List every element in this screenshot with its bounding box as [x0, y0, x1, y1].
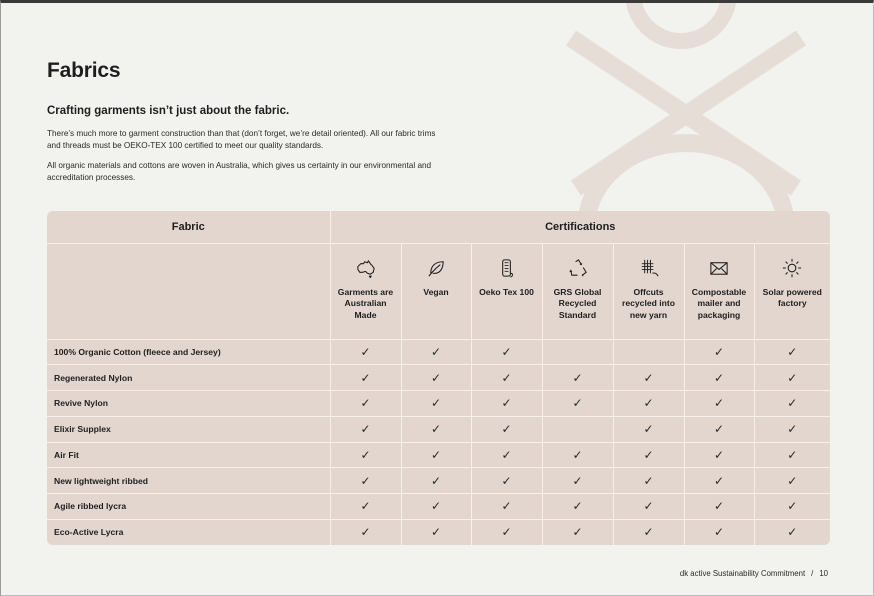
- checkmark-icon: ✓: [684, 416, 754, 442]
- blank-header-cell: [47, 243, 330, 339]
- checkmark-icon: ✓: [754, 519, 830, 545]
- checkmark-icon: ✓: [471, 442, 542, 468]
- certification-header-4: [613, 243, 684, 339]
- brand-logo-mark-icon: [561, 0, 821, 223]
- checkmark-icon: ✓: [542, 519, 613, 545]
- table-row: [47, 339, 830, 365]
- checkmark-icon: ✓: [401, 416, 471, 442]
- certification-header-2: [471, 243, 542, 339]
- yarn-grid-icon: [638, 257, 660, 279]
- certifications-column-header: Certifications: [330, 211, 830, 243]
- fabrics-certification-table: [47, 211, 830, 545]
- checkmark-icon: ✓: [471, 468, 542, 494]
- checkmark-icon: ✓: [401, 468, 471, 494]
- checkmark-icon: ✓: [471, 391, 542, 417]
- page-subtitle: Crafting garments isn’t just about the fabric.: [47, 105, 290, 117]
- checkmark-icon: ✓: [471, 494, 542, 520]
- empty-cell: [542, 339, 613, 365]
- checkmark-icon: ✓: [401, 494, 471, 520]
- page-footer: [680, 569, 828, 578]
- australia-map-icon: [355, 257, 377, 279]
- checkmark-icon: ✓: [613, 519, 684, 545]
- table-row: [47, 416, 830, 442]
- fabric-name: Regenerated Nylon: [47, 365, 330, 391]
- checkmark-icon: ✓: [542, 494, 613, 520]
- fabric-name: 100% Organic Cotton (fleece and Jersey): [47, 339, 330, 365]
- footer-text: dk active Sustainability Commitment: [679, 569, 806, 578]
- page-title: Fabrics: [47, 59, 121, 82]
- checkmark-icon: ✓: [471, 416, 542, 442]
- checkmark-icon: ✓: [542, 468, 613, 494]
- fabric-name: Air Fit: [47, 442, 330, 468]
- table-row: [47, 442, 830, 468]
- mailer-envelope-icon: [708, 257, 730, 279]
- checkmark-icon: ✓: [684, 442, 754, 468]
- checkmark-icon: ✓: [684, 494, 754, 520]
- checkmark-icon: ✓: [542, 442, 613, 468]
- recycle-icon: [567, 257, 589, 279]
- checkmark-icon: ✓: [330, 339, 401, 365]
- fabric-column-header: Fabric: [47, 211, 330, 243]
- checkmark-icon: ✓: [613, 468, 684, 494]
- certification-label: Offcuts recycled into new yarn: [621, 286, 675, 320]
- certification-header-5: [684, 243, 754, 339]
- certification-label: GRS Global Recycled Standard: [553, 286, 602, 320]
- table-row: [47, 519, 830, 545]
- checkmark-icon: ✓: [330, 442, 401, 468]
- certification-label: Compostable mailer and packaging: [691, 286, 747, 320]
- certification-header-3: [542, 243, 613, 339]
- checkmark-icon: ✓: [330, 468, 401, 494]
- checkmark-icon: ✓: [684, 468, 754, 494]
- checkmark-icon: ✓: [542, 365, 613, 391]
- checkmark-icon: ✓: [613, 391, 684, 417]
- checkmark-icon: ✓: [684, 391, 754, 417]
- checkmark-icon: ✓: [330, 519, 401, 545]
- checkmark-icon: ✓: [330, 365, 401, 391]
- checkmark-icon: ✓: [401, 442, 471, 468]
- checkmark-icon: ✓: [471, 365, 542, 391]
- checkmark-icon: ✓: [471, 339, 542, 365]
- checkmark-icon: ✓: [754, 442, 830, 468]
- empty-cell: [542, 416, 613, 442]
- checkmark-icon: ✓: [401, 339, 471, 365]
- certification-label: Garments are Australian Made: [337, 286, 394, 320]
- leaf-icon: [425, 257, 447, 279]
- certification-header-1: [401, 243, 471, 339]
- checkmark-icon: ✓: [754, 468, 830, 494]
- table-row: [47, 391, 830, 417]
- certification-header-6: [754, 243, 830, 339]
- checkmark-icon: ✓: [542, 391, 613, 417]
- fabric-name: Revive Nylon: [47, 391, 330, 417]
- checkmark-icon: ✓: [613, 365, 684, 391]
- fabric-name: Agile ribbed lycra: [47, 494, 330, 520]
- certification-label: Solar powered factory: [762, 286, 822, 308]
- table-row: [47, 494, 830, 520]
- sun-icon: [781, 257, 803, 279]
- checkmark-icon: ✓: [754, 365, 830, 391]
- checkmark-icon: ✓: [401, 391, 471, 417]
- checkmark-icon: ✓: [613, 494, 684, 520]
- checkmark-icon: ✓: [330, 391, 401, 417]
- thread-spool-icon: [496, 257, 518, 279]
- checkmark-icon: ✓: [613, 442, 684, 468]
- checkmark-icon: ✓: [684, 365, 754, 391]
- page-number: 10: [819, 569, 828, 578]
- fabric-name: Elixir Supplex: [47, 416, 330, 442]
- checkmark-icon: ✓: [684, 519, 754, 545]
- certification-label: Oeko Tex 100: [479, 286, 534, 297]
- checkmark-icon: ✓: [401, 365, 471, 391]
- checkmark-icon: ✓: [471, 519, 542, 545]
- checkmark-icon: ✓: [330, 416, 401, 442]
- checkmark-icon: ✓: [401, 519, 471, 545]
- checkmark-icon: ✓: [754, 391, 830, 417]
- footer-separator: /: [811, 569, 814, 578]
- fabric-name: Eco-Active Lycra: [47, 519, 330, 545]
- empty-cell: [613, 339, 684, 365]
- intro-paragraph-1: There’s much more to garment construction than that (don’t forget, we’re detail oriented). All our fabric trims and threads must be OEKO-TEX 100 certified to meet our quality standards.: [47, 129, 436, 150]
- checkmark-icon: ✓: [330, 494, 401, 520]
- intro-paragraph-2: All organic materials and cottons are woven in Australia, which gives us certainty in our environmental and accreditation processes.: [47, 161, 432, 182]
- certification-header-0: [330, 243, 401, 339]
- fabric-name: New lightweight ribbed: [47, 468, 330, 494]
- checkmark-icon: ✓: [754, 494, 830, 520]
- checkmark-icon: ✓: [754, 339, 830, 365]
- certification-label: Vegan: [423, 286, 449, 297]
- table-row: [47, 468, 830, 494]
- checkmark-icon: ✓: [684, 339, 754, 365]
- table-row: [47, 365, 830, 391]
- checkmark-icon: ✓: [754, 416, 830, 442]
- checkmark-icon: ✓: [613, 416, 684, 442]
